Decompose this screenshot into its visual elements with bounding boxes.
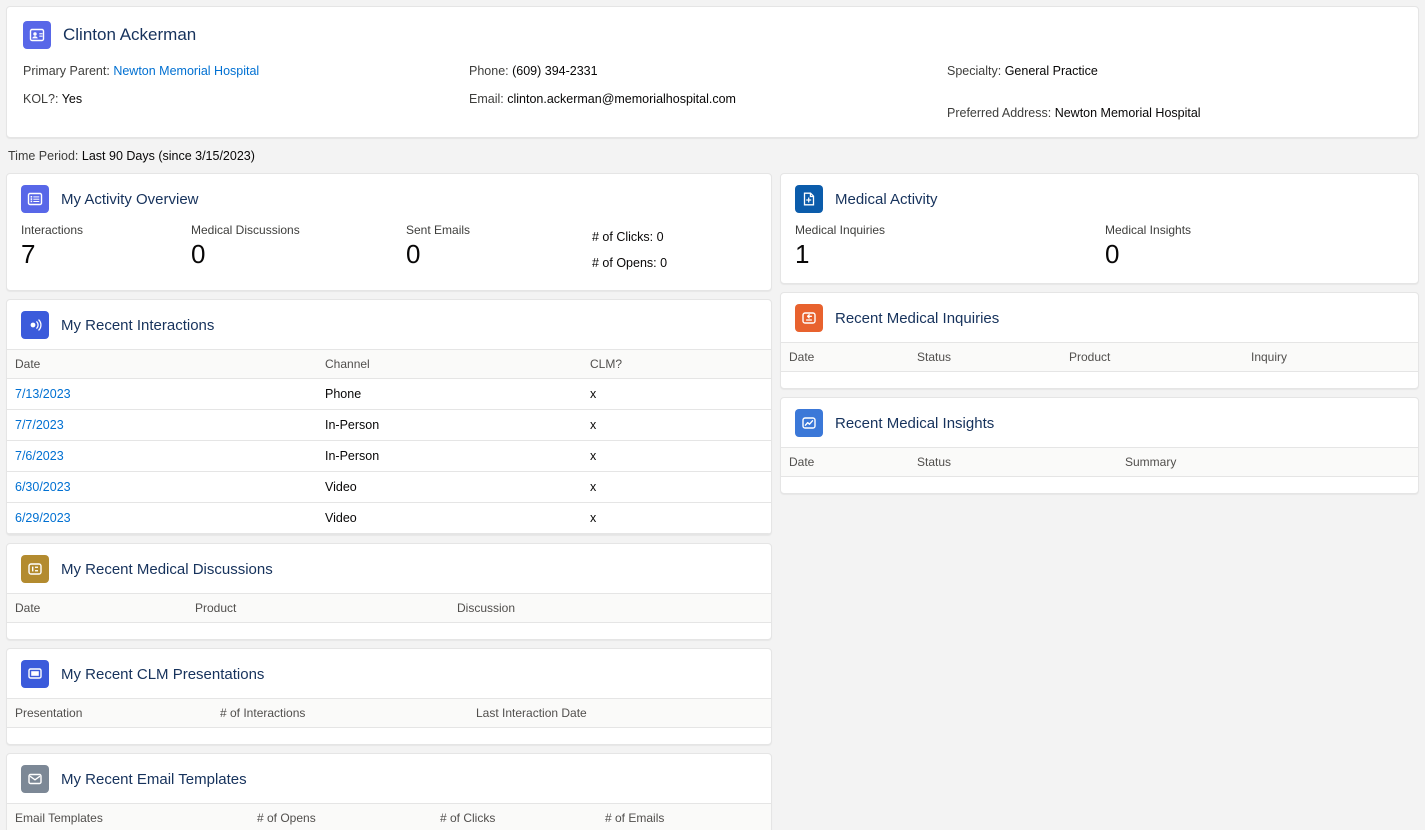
- presentation-icon: [21, 660, 49, 688]
- time-period-label: Time Period:: [8, 149, 79, 163]
- card-recent-clm-presentations: [6, 648, 772, 745]
- row-clm: x: [582, 472, 771, 503]
- metric-label: Medical Discussions: [191, 223, 300, 237]
- empty-row: [781, 372, 1418, 389]
- row-channel: In-Person: [317, 410, 582, 441]
- table-row[interactable]: [7, 410, 771, 441]
- counter-clicks-value: 0: [656, 230, 664, 244]
- table-header-row: [7, 594, 771, 623]
- col-product[interactable]: Product: [1061, 343, 1243, 372]
- row-date-link[interactable]: 6/30/2023: [15, 480, 71, 494]
- recent-medical-inquiries-header: [781, 293, 1418, 342]
- recent-interactions-table: [7, 349, 771, 534]
- list-icon: [21, 185, 49, 213]
- metric-value: 1: [795, 239, 810, 269]
- col-date[interactable]: Date: [781, 343, 909, 372]
- metric-label: Medical Inquiries: [795, 223, 886, 237]
- row-clm: x: [582, 503, 771, 534]
- metric-value: 0: [1105, 239, 1120, 269]
- recent-medical-insights-table: [781, 447, 1418, 493]
- metric-value: 0: [191, 239, 206, 269]
- row-clm: x: [582, 441, 771, 472]
- time-period-value: Last 90 Days (since 3/15/2023): [81, 149, 255, 163]
- field-kol: [23, 91, 469, 121]
- empty-row: [7, 728, 771, 745]
- card-recent-medical-insights: [780, 397, 1419, 494]
- field-phone: [469, 63, 947, 79]
- empty-row: [781, 477, 1418, 494]
- metric-value: 0: [406, 239, 421, 269]
- table-row[interactable]: [7, 379, 771, 410]
- metric-label: Medical Insights: [1105, 223, 1192, 237]
- interaction-icon: [21, 311, 49, 339]
- table-row[interactable]: [7, 472, 771, 503]
- table-row[interactable]: [7, 441, 771, 472]
- table-row[interactable]: [7, 503, 771, 534]
- row-channel: In-Person: [317, 441, 582, 472]
- specialty-label: Specialty:: [947, 64, 1002, 78]
- counter-opens: [592, 250, 667, 276]
- col-date[interactable]: Date: [7, 350, 317, 379]
- col-channel[interactable]: Channel: [317, 350, 582, 379]
- counter-opens-value: 0: [660, 256, 668, 270]
- recent-clm-presentations-header: [7, 649, 771, 698]
- field-email: [469, 91, 947, 121]
- recent-clm-presentations-table: [7, 698, 771, 744]
- recent-medical-insights-title: Recent Medical Insights: [835, 414, 995, 432]
- card-recent-medical-inquiries: [780, 292, 1419, 389]
- counter-opens-label: # of Opens:: [592, 256, 657, 270]
- card-medical-activity: [780, 173, 1419, 284]
- card-recent-email-templates: [6, 753, 772, 830]
- field-primary-parent: [23, 63, 469, 79]
- counter-clicks: [592, 224, 667, 250]
- counter-clicks-label: # of Clicks:: [592, 230, 654, 244]
- col-summary[interactable]: Summary: [1117, 448, 1418, 477]
- row-date-link[interactable]: 7/13/2023: [15, 387, 71, 401]
- recent-medical-discussions-table: [7, 593, 771, 639]
- contact-header-card: [6, 6, 1419, 138]
- kol-label: KOL?:: [23, 92, 59, 106]
- recent-clm-presentations-title: My Recent CLM Presentations: [61, 665, 265, 683]
- activity-overview-counters: [592, 223, 667, 276]
- dashboard-columns: [6, 173, 1419, 830]
- recent-medical-discussions-body: [7, 623, 771, 640]
- col-product[interactable]: Product: [187, 594, 449, 623]
- row-date-link[interactable]: 7/6/2023: [15, 449, 64, 463]
- col-opens[interactable]: # of Opens: [249, 804, 432, 830]
- table-header-row: [781, 343, 1418, 372]
- contact-icon: [23, 21, 51, 49]
- email-icon: [21, 765, 49, 793]
- medical-activity-header: [781, 174, 1418, 223]
- row-channel: Video: [317, 472, 582, 503]
- email-label: Email:: [469, 92, 504, 106]
- left-column: [6, 173, 772, 830]
- row-clm: x: [582, 379, 771, 410]
- col-clicks[interactable]: # of Clicks: [432, 804, 597, 830]
- field-preferred-address: [947, 91, 1402, 121]
- metric-sent-emails: [406, 223, 592, 276]
- metric-label: Sent Emails: [406, 223, 471, 237]
- col-inquiry[interactable]: Inquiry: [1243, 343, 1418, 372]
- table-header-row: [7, 350, 771, 379]
- recent-interactions-header: [7, 300, 771, 349]
- primary-parent-label: Primary Parent:: [23, 64, 110, 78]
- preferred-address-value: Newton Memorial Hospital: [1054, 106, 1201, 120]
- recent-email-templates-header: [7, 754, 771, 803]
- col-email-templates[interactable]: Email Templates: [7, 804, 249, 830]
- col-date[interactable]: Date: [7, 594, 187, 623]
- recent-email-templates-table: [7, 803, 771, 830]
- table-header-row: [7, 804, 771, 830]
- metric-medical-discussions: [191, 223, 406, 276]
- contact-title-row: [23, 21, 1402, 49]
- table-header-row: [781, 448, 1418, 477]
- col-status[interactable]: Status: [909, 343, 1061, 372]
- col-clm[interactable]: CLM?: [582, 350, 771, 379]
- card-recent-interactions: [6, 299, 772, 535]
- specialty-value: General Practice: [1004, 64, 1098, 78]
- col-presentation[interactable]: Presentation: [7, 699, 212, 728]
- phone-value: (609) 394-2331: [512, 64, 598, 78]
- recent-medical-inquiries-title: Recent Medical Inquiries: [835, 309, 1000, 327]
- metric-value: 7: [21, 239, 36, 269]
- col-interactions-count[interactable]: # of Interactions: [212, 699, 468, 728]
- medical-activity-metrics: [781, 223, 1418, 283]
- metric-label: Interactions: [21, 223, 84, 237]
- card-recent-medical-discussions: [6, 543, 772, 640]
- col-last-interaction-date[interactable]: Last Interaction Date: [468, 699, 771, 728]
- row-date-link[interactable]: 7/7/2023: [15, 418, 64, 432]
- recent-interactions-title: My Recent Interactions: [61, 316, 215, 334]
- insight-icon: [795, 409, 823, 437]
- row-channel: Video: [317, 503, 582, 534]
- recent-medical-discussions-header: [7, 544, 771, 593]
- recent-clm-presentations-body: [7, 728, 771, 745]
- row-clm: x: [582, 410, 771, 441]
- field-specialty: [947, 63, 1402, 79]
- row-channel: Phone: [317, 379, 582, 410]
- col-status[interactable]: Status: [909, 448, 1117, 477]
- metric-interactions: [21, 223, 191, 276]
- col-discussion[interactable]: Discussion: [449, 594, 771, 623]
- preferred-address-label: Preferred Address:: [947, 106, 1052, 120]
- recent-medical-insights-header: [781, 398, 1418, 447]
- phone-label: Phone:: [469, 64, 509, 78]
- time-period: [8, 149, 1419, 163]
- col-date[interactable]: Date: [781, 448, 909, 477]
- activity-overview-title: My Activity Overview: [61, 190, 199, 208]
- metric-medical-inquiries: [795, 223, 1105, 269]
- inquiry-icon: [795, 304, 823, 332]
- activity-overview-metrics: [7, 223, 771, 290]
- recent-medical-discussions-title: My Recent Medical Discussions: [61, 560, 273, 578]
- page-title: Clinton Ackerman: [63, 25, 197, 44]
- empty-row: [7, 623, 771, 640]
- recent-email-templates-title: My Recent Email Templates: [61, 770, 247, 788]
- medical-activity-title: Medical Activity: [835, 190, 938, 208]
- discussion-icon: [21, 555, 49, 583]
- kol-value: Yes: [61, 92, 83, 106]
- col-emails[interactable]: # of Emails: [597, 804, 771, 830]
- metric-medical-insights: [1105, 223, 1191, 269]
- right-column: [780, 173, 1419, 502]
- table-header-row: [7, 699, 771, 728]
- medical-doc-icon: [795, 185, 823, 213]
- activity-overview-header: [7, 174, 771, 223]
- contact-fields: [23, 63, 1402, 121]
- row-date-link[interactable]: 6/29/2023: [15, 511, 71, 525]
- recent-medical-insights-body: [781, 477, 1418, 494]
- recent-medical-inquiries-table: [781, 342, 1418, 388]
- card-activity-overview: [6, 173, 772, 291]
- recent-interactions-body: [7, 379, 771, 534]
- primary-parent-link[interactable]: Newton Memorial Hospital: [113, 64, 260, 78]
- email-value: clinton.ackerman@memorialhospital.com: [507, 92, 736, 106]
- recent-medical-inquiries-body: [781, 372, 1418, 389]
